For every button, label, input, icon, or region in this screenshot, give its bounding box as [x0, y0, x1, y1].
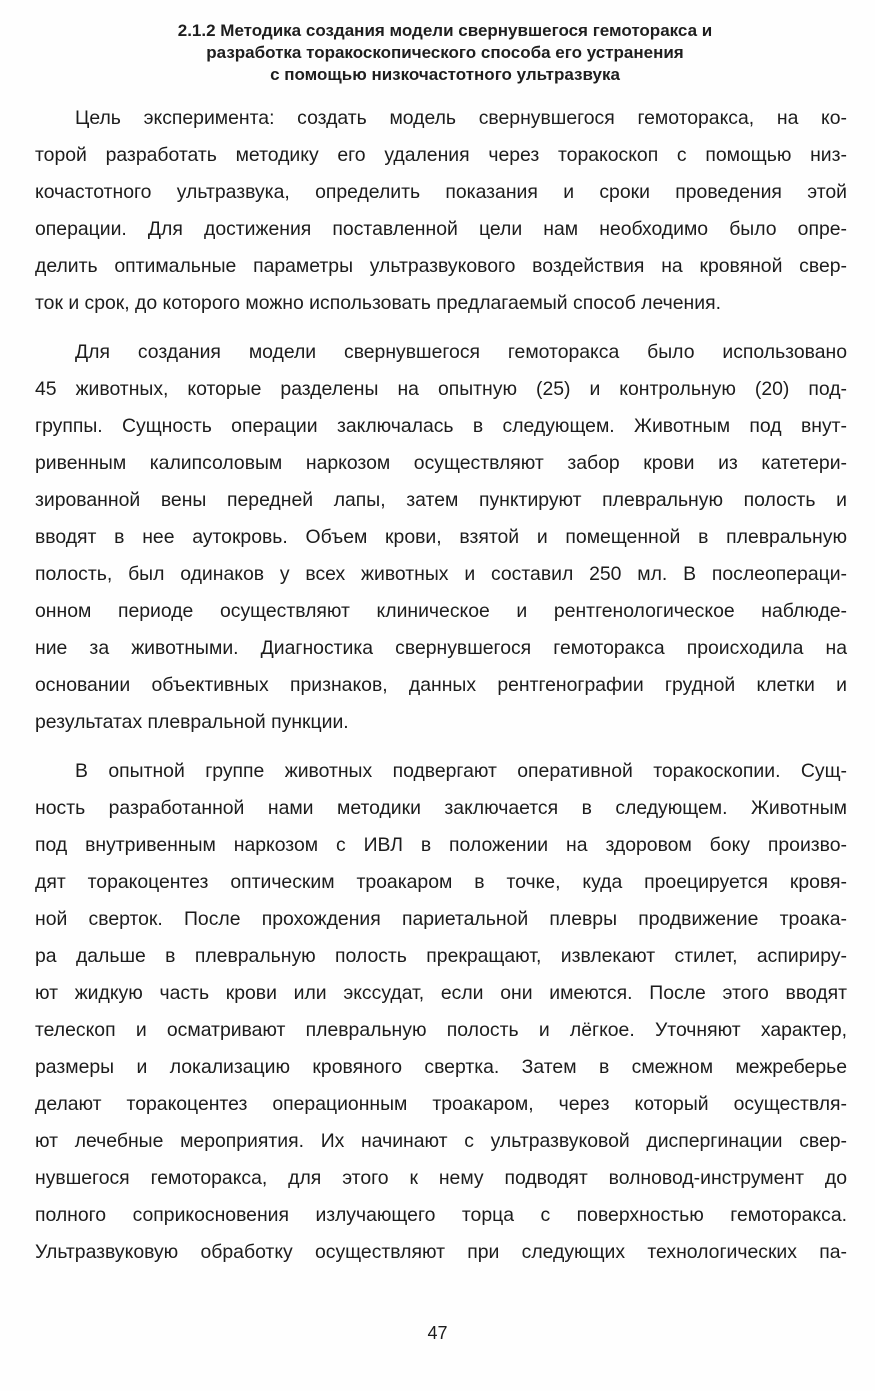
paragraph-3-line-4: дят торакоцентез оптическим троакаром в точке, куда проецируется кровя-: [35, 871, 847, 893]
paragraph-3-line-3: под внутривенным наркозом с ИВЛ в положении на здоровом боку произво-: [35, 834, 847, 856]
paragraph-3-line-9: размеры и локализацию кровяного свертка. Затем в смежном межреберье: [35, 1056, 847, 1078]
page-number: 47: [427, 1323, 448, 1343]
paragraph-2-line-6: вводят в нее аутокровь. Объем крови, взятой и помещенной в плевральную: [35, 526, 847, 548]
paragraph-1-line-4: операции. Для достижения поставленной цели нам необходимо было опре-: [35, 218, 847, 240]
paragraph-2-line-10: основании объективных признаков, данных рентгенографии грудной клетки и: [35, 674, 847, 696]
paragraph-3-line-11: ют лечебные мероприятия. Их начинают с ультразвуковой диспергинации свер-: [35, 1130, 847, 1152]
paragraph-3-line-12: нувшегося гемоторакса, для этого к нему подводят волновод-инструмент до: [35, 1167, 847, 1189]
paragraph-1-line-2: торой разработать методику его удаления через торакоскоп с помощью низ-: [35, 144, 847, 166]
paragraph-1-line-6: ток и срок, до которого можно использовать предлагаемый способ лечения.: [35, 292, 721, 314]
paragraph-1-line-3: кочастотного ультразвука, определить показания и сроки проведения этой: [35, 181, 847, 203]
paragraph-3-line-7: ют жидкую часть крови или экссудат, если они имеются. После этого вводят: [35, 982, 847, 1004]
section-heading: [60, 20, 830, 86]
paragraph-2-line-8: онном периоде осуществляют клиническое и рентгенологическое наблюде-: [35, 600, 847, 622]
paragraph-2-line-2: 45 животных, которые разделены на опытную (25) и контрольную (20) под-: [35, 378, 847, 400]
paragraph-2-line-5: зированной вены передней лапы, затем пунктируют плевральную полость и: [35, 489, 847, 511]
paragraph-1-line-5: делить оптимальные параметры ультразвукового воздействия на кровяной свер-: [35, 255, 847, 277]
paragraph-2-line-7: полость, был одинаков у всех животных и составил 250 мл. В послеопераци-: [35, 563, 847, 585]
heading-line-2: разработка торакоскопического способа его устранения: [206, 43, 684, 62]
paragraph-2-line-9: ние за животными. Диагностика свернувшегося гемоторакса происходила на: [35, 637, 847, 659]
paragraph-3-line-1: В опытной группе животных подвергают оперативной торакоскопии. Сущ-: [75, 760, 847, 782]
heading-line-1: 2.1.2 Методика создания модели свернувшегося гемоторакса и: [177, 21, 713, 40]
paragraph-3-line-8: телескоп и осматривают плевральную полость и лёгкое. Уточняют характер,: [35, 1019, 847, 1041]
heading-line-3: с помощью низкочастотного ультразвука: [270, 65, 620, 84]
paragraph-3-line-2: ность разработанной нами методики заключается в следующем. Животным: [35, 797, 847, 819]
paragraph-2-line-4: ривенным калипсоловым наркозом осуществляют забор крови из катетери-: [35, 452, 847, 474]
paragraph-3-line-10: делают торакоцентез операционным троакаром, через который осуществля-: [35, 1093, 847, 1115]
paragraph-3-line-13: полного соприкосновения излучающего торца с поверхностью гемоторакса.: [35, 1204, 847, 1226]
paragraph-2-line-3: группы. Сущность операции заключалась в следующем. Животным под внут-: [35, 415, 847, 437]
paragraph-3-line-5: ной сверток. После прохождения париетальной плевры продвижение троака-: [35, 908, 847, 930]
paragraph-3-line-6: ра дальше в плевральную полость прекращают, извлекают стилет, аспириру-: [35, 945, 847, 967]
paragraph-2-line-11: результатах плевральной пункции.: [35, 711, 349, 733]
paragraph-1-line-1: Цель эксперимента: создать модель свернувшегося гемоторакса, на ко-: [75, 107, 847, 129]
paragraph-2-line-1: Для создания модели свернувшегося гемоторакса было использовано: [75, 341, 847, 363]
paragraph-3-line-14: Ультразвуковую обработку осуществляют при следующих технологических па-: [35, 1241, 847, 1263]
